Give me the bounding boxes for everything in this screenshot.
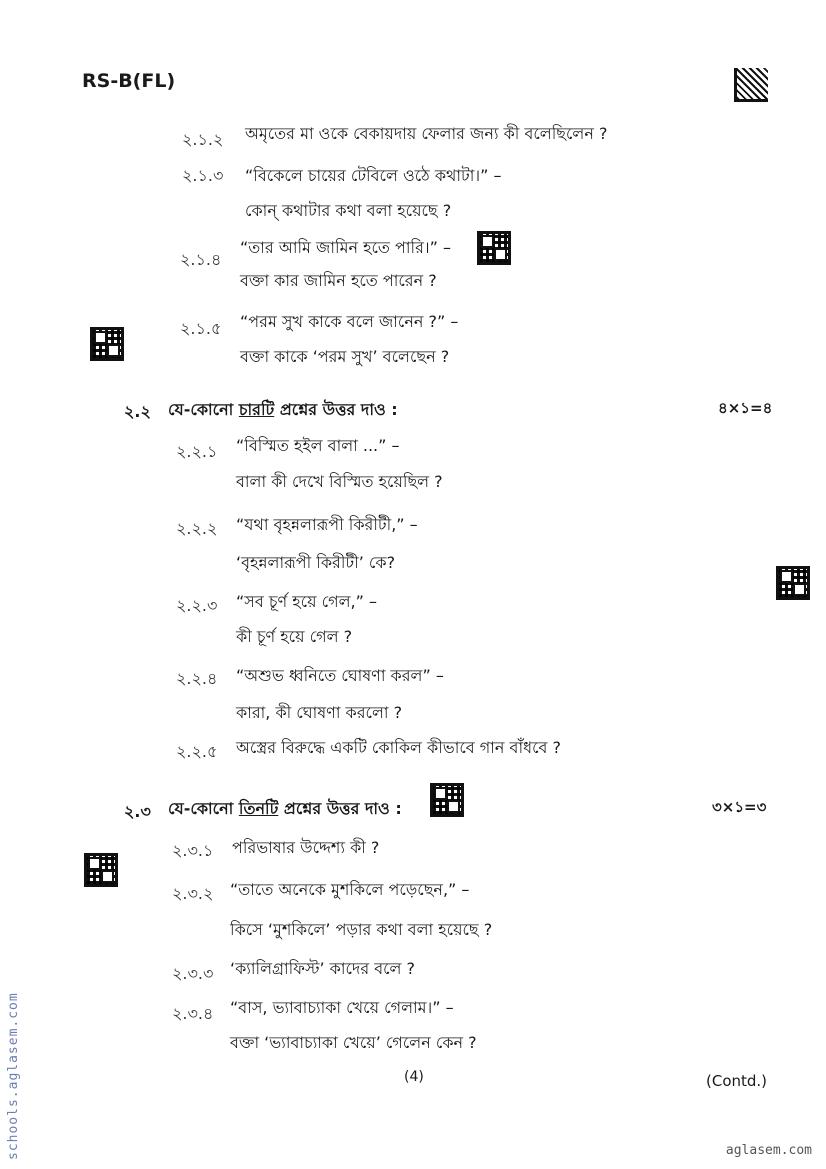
question-number: ২.৩.৪ — [172, 1004, 214, 1023]
section-marks: ৪×১=৪ — [718, 399, 773, 417]
question-text: কারা, কী ঘোষণা করলো ? — [236, 703, 403, 722]
site-watermark: aglasem.com — [725, 1143, 812, 1158]
question-text: ‘ক্যালিগ্রাফিস্ট’ কাদের বলে ? — [230, 959, 416, 978]
question-text: “বিকেলে চায়ের টেবিলে ওঠে কথাটা।” – — [245, 166, 502, 185]
question-number: ২.১.২ — [182, 130, 224, 149]
qr-code — [477, 231, 511, 265]
question-number: ২.২.৩ — [176, 596, 218, 615]
question-text: “সব চূর্ণ হয়ে গেল,” – — [236, 592, 377, 611]
question-number: ২.২.২ — [176, 519, 218, 538]
paper-code: RS-B(FL) — [82, 70, 176, 92]
question-text: “তার আমি জামিন হতে পারি।” – — [240, 238, 451, 257]
question-number: ২.২.৫ — [176, 742, 218, 761]
qr-code — [84, 853, 118, 887]
data-matrix-code — [734, 68, 768, 102]
question-text: ‘বৃহন্নলারূপী কিরীটী’ কে? — [236, 553, 396, 572]
qr-code — [776, 566, 810, 600]
question-text: “বাস, ভ্যাবাচ্যাকা খেয়ে গেলাম।” – — [230, 998, 454, 1017]
section-number: ২.২ — [124, 402, 151, 421]
question-text: বক্তা ‘ভ্যাবাচ্যাকা খেয়ে’ গেলেন কেন ? — [230, 1033, 477, 1052]
continued-label: (Contd.) — [706, 1072, 768, 1090]
question-number: ২.১.৪ — [180, 250, 222, 269]
question-number: ২.৩.১ — [172, 841, 214, 860]
question-number: ২.১.৩ — [182, 166, 224, 185]
question-text: বক্তা কার জামিন হতে পারেন ? — [240, 271, 437, 290]
question-text: কোন্ কথাটার কথা বলা হয়েছে ? — [245, 201, 452, 220]
question-text: “পরম সুখ কাকে বলে জানেন ?” – — [240, 312, 459, 331]
question-text: পরিভাষার উদ্দেশ্য কী ? — [232, 838, 380, 857]
side-watermark: schools.aglasem.com — [6, 992, 21, 1160]
page-number: (4) — [404, 1069, 424, 1085]
qr-code — [430, 783, 464, 817]
section-instruction: যে-কোনো তিনটি প্রশ্নের উত্তর দাও : — [168, 799, 402, 818]
question-number: ২.৩.৩ — [172, 964, 214, 983]
question-text: অস্ত্রের বিরুদ্ধে একটি কোকিল কীভাবে গান বাঁধবে ? — [236, 738, 561, 757]
question-text: অমৃতের মা ওকে বেকায়দায় ফেলার জন্য কী বলেছিলেন ? — [245, 124, 608, 143]
question-text: কিসে ‘মুশকিলে’ পড়ার কথা বলা হয়েছে ? — [230, 920, 493, 939]
question-text: “বিস্মিত হইল বালা ...” – — [236, 436, 400, 455]
question-text: “অশুভ ধ্বনিতে ঘোষণা করল” – — [236, 666, 444, 685]
qr-code — [90, 327, 124, 361]
section-marks: ৩×১=৩ — [712, 798, 767, 816]
question-number: ২.৩.২ — [172, 884, 214, 903]
question-text: কী চূর্ণ হয়ে গেল ? — [236, 627, 353, 646]
section-number: ২.৩ — [124, 802, 151, 821]
question-text: বক্তা কাকে ‘পরম সুখ’ বলেছেন ? — [240, 347, 450, 366]
question-text: “যথা বৃহন্নলারূপী কিরীটী,” – — [236, 515, 418, 534]
question-number: ২.২.৪ — [176, 669, 218, 688]
question-text: “তাতে অনেকে মুশকিলে পড়েছেন,” – — [230, 880, 470, 899]
section-instruction: যে-কোনো চারটি প্রশ্নের উত্তর দাও : — [168, 400, 398, 419]
question-text: বালা কী দেখে বিস্মিত হয়েছিল ? — [236, 472, 443, 491]
question-number: ২.২.১ — [176, 442, 218, 461]
question-number: ২.১.৫ — [180, 319, 222, 338]
